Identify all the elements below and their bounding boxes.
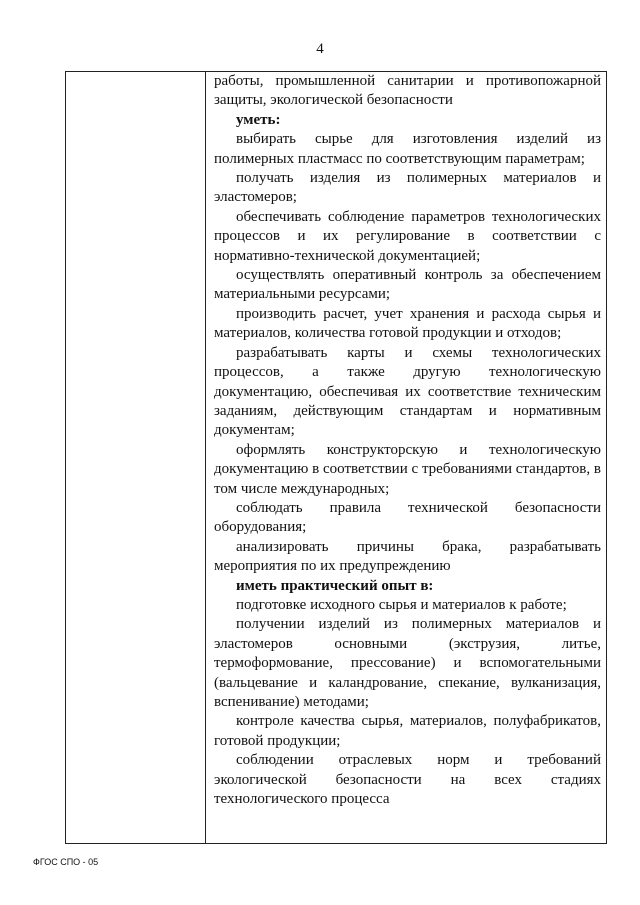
page-number: 4 <box>316 41 324 57</box>
list-item: производить расчет, учет хранения и расхода сырья и материалов, количества готовой продукции и отходов; <box>214 305 601 342</box>
requirements-table <box>65 71 607 844</box>
heading-skills: уметь: <box>236 111 281 128</box>
heading-practical-experience: иметь практический опыт в: <box>236 577 434 594</box>
footer-standard-code: ФГОС СПО - 05 <box>33 857 99 867</box>
list-item: осуществлять оперативный контроль за обеспечением материальными ресурсами; <box>214 267 601 303</box>
list-item: разрабатывать карты и схемы технологических процессов, а также другую технологическую документацию, обеспечивая их соответствие техническим заданиям, действующим стандартам и нормативным документам; <box>214 344 601 439</box>
list-item: соблюдении отраслевых норм и требований экологической безопасности на всех стадиях технологического процесса <box>214 752 601 808</box>
table-right-column <box>214 72 601 809</box>
table-left-column <box>66 72 206 843</box>
list-item: оформлять конструкторскую и технологическую документацию в соответствии с требованиями стандартов, в том числе международных; <box>214 441 601 497</box>
list-item: подготовке исходного сырья и материалов к работе; <box>236 596 567 613</box>
list-item: соблюдать правила технической безопасности оборудования; <box>214 499 601 536</box>
list-item: получении изделий из полимерных материалов и эластомеров основными (экструзия, литье, термоформование, прессование) и вспомогательными (вальцевание и каландрование, спекание, вулканизация, вспенивание) методами; <box>214 616 601 710</box>
list-item: получать изделия из полимерных материалов и эластомеров; <box>214 170 601 206</box>
paragraph-safety-continued: работы, промышленной санитарии и противопожарной защиты, экологической безопасности <box>214 73 601 109</box>
list-item: выбирать сырье для изготовления изделий из полимерных пластмасс по соответствующим параметрам; <box>214 131 601 167</box>
list-item: контроле качества сырья, материалов, полуфабрикатов, готовой продукции; <box>214 713 601 749</box>
list-item: обеспечивать соблюдение параметров технологических процессов и их регулирование в соответствии с нормативно-технической документацией; <box>214 208 601 264</box>
list-item: анализировать причины брака, разрабатывать мероприятия по их предупреждению <box>214 538 601 575</box>
